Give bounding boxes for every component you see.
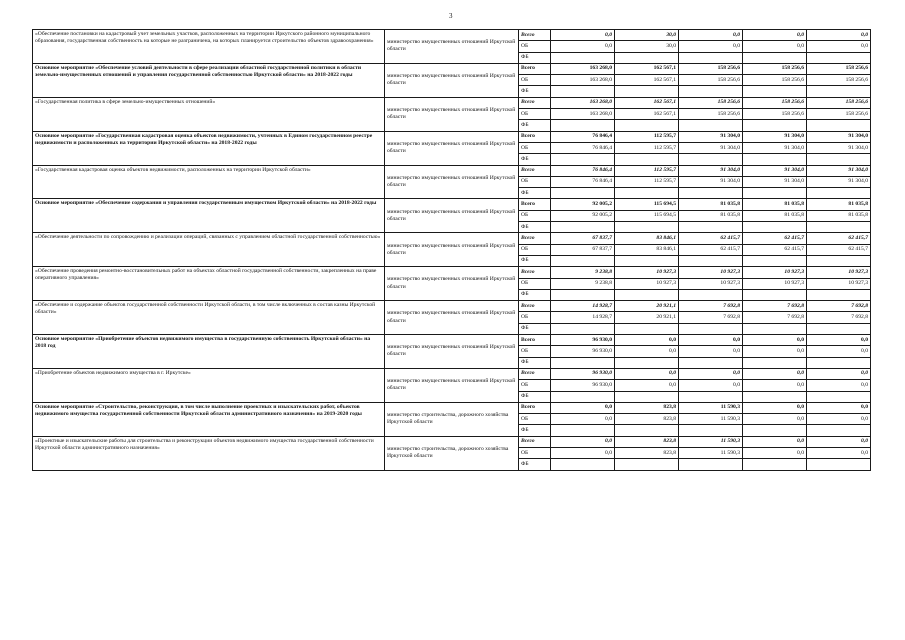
amount-cell [807, 222, 871, 233]
amount-cell: 11 590,3 [679, 414, 743, 425]
responsible-executor-cell: министерство имущественных отношений Иркутской области [385, 165, 519, 199]
amount-cell: 0,0 [679, 30, 743, 41]
amount-cell [679, 391, 743, 402]
amount-cell: 163 268,0 [551, 63, 615, 74]
funding-source-cell: ОБ [519, 210, 551, 221]
funding-source-cell: ФБ [519, 357, 551, 368]
funding-source-cell: Всего [519, 436, 551, 447]
amount-cell: 0,0 [743, 368, 807, 379]
amount-cell: 823,8 [615, 436, 679, 447]
amount-cell: 0,0 [807, 447, 871, 458]
amount-cell: 158 256,6 [679, 109, 743, 120]
table-row [33, 301, 871, 312]
amount-cell: 112 595,7 [615, 142, 679, 153]
funding-source-cell: ОБ [519, 380, 551, 391]
amount-cell [615, 188, 679, 199]
amount-cell: 9 238,8 [551, 278, 615, 289]
amount-cell: 0,0 [551, 436, 615, 447]
amount-cell: 158 256,6 [743, 97, 807, 108]
funding-source-cell: Всего [519, 368, 551, 379]
amount-cell [551, 289, 615, 300]
funding-source-cell: ФБ [519, 289, 551, 300]
amount-cell: 9 238,8 [551, 267, 615, 278]
amount-cell [615, 425, 679, 436]
amount-cell: 96 930,0 [551, 346, 615, 357]
amount-cell [551, 357, 615, 368]
activity-name-cell: «Обеспечение и содержание объектов государственной собственности Иркутской области, в том числе включенных в состав казны Иркутской области» [33, 301, 385, 335]
amount-cell: 163 268,0 [551, 97, 615, 108]
amount-cell: 0,0 [807, 335, 871, 346]
amount-cell [679, 222, 743, 233]
amount-cell: 0,0 [807, 380, 871, 391]
amount-cell [743, 357, 807, 368]
responsible-executor-cell: министерство имущественных отношений Иркутской области [385, 233, 519, 267]
responsible-executor-cell: министерство имущественных отношений Иркутской области [385, 63, 519, 97]
amount-cell [743, 459, 807, 470]
table-row [33, 233, 871, 244]
amount-cell [807, 188, 871, 199]
amount-cell: 0,0 [615, 380, 679, 391]
amount-cell: 91 304,0 [743, 165, 807, 176]
amount-cell: 10 927,3 [743, 278, 807, 289]
amount-cell: 91 304,0 [679, 131, 743, 142]
funding-source-cell: Всего [519, 301, 551, 312]
amount-cell: 91 304,0 [679, 142, 743, 153]
funding-source-cell: Всего [519, 63, 551, 74]
table-row [33, 402, 871, 413]
funding-source-cell: ФБ [519, 425, 551, 436]
amount-cell: 7 692,8 [743, 312, 807, 323]
activity-name-cell: «Государственная политика в сфере земельно-имущественных отношений» [33, 97, 385, 131]
amount-cell [551, 52, 615, 63]
amount-cell: 83 846,1 [615, 244, 679, 255]
amount-cell: 91 304,0 [807, 165, 871, 176]
funding-source-cell: ОБ [519, 447, 551, 458]
amount-cell [743, 289, 807, 300]
amount-cell: 0,0 [551, 41, 615, 52]
amount-cell: 0,0 [743, 335, 807, 346]
activity-name-cell: Основное мероприятие «Приобретение объектов недвижимого имущества в государственную собственность Иркутской области» на 2018 год [33, 335, 385, 369]
amount-cell: 62 415,7 [743, 233, 807, 244]
amount-cell [679, 154, 743, 165]
funding-source-cell: ОБ [519, 75, 551, 86]
funding-source-cell: ФБ [519, 222, 551, 233]
funding-source-cell: ОБ [519, 176, 551, 187]
amount-cell [615, 154, 679, 165]
amount-cell: 30,0 [615, 41, 679, 52]
amount-cell [743, 255, 807, 266]
amount-cell: 115 694,5 [615, 210, 679, 221]
amount-cell: 0,0 [615, 346, 679, 357]
funding-source-cell: Всего [519, 233, 551, 244]
amount-cell: 10 927,3 [807, 267, 871, 278]
activity-name-cell: Основное мероприятие «Обеспечение условий деятельности в сфере реализации областной государственной политики в области земельно-имущественных отношений и управления государственной собственностью Иркутской области» на 2018-2022 годы [33, 63, 385, 97]
amount-cell [615, 289, 679, 300]
amount-cell: 81 035,8 [807, 199, 871, 210]
amount-cell: 0,0 [743, 41, 807, 52]
amount-cell: 158 256,6 [679, 75, 743, 86]
amount-cell: 81 035,8 [743, 210, 807, 221]
amount-cell: 10 927,3 [679, 267, 743, 278]
amount-cell [807, 459, 871, 470]
amount-cell [551, 255, 615, 266]
amount-cell [807, 289, 871, 300]
amount-cell: 10 927,3 [679, 278, 743, 289]
amount-cell: 0,0 [807, 414, 871, 425]
responsible-executor-cell: министерство имущественных отношений Иркутской области [385, 131, 519, 165]
responsible-executor-cell: министерство строительства, дорожного хозяйства Иркутской области [385, 436, 519, 470]
activity-name-cell: «Проектные и изыскательские работы для строительства и реконструкции объектов недвижимого имущества государственной собственности Иркутской области административного назначения» [33, 436, 385, 470]
amount-cell: 158 256,6 [743, 63, 807, 74]
amount-cell [807, 391, 871, 402]
amount-cell: 158 256,6 [807, 97, 871, 108]
amount-cell: 162 567,1 [615, 109, 679, 120]
funding-source-cell: Всего [519, 30, 551, 41]
amount-cell: 0,0 [807, 436, 871, 447]
amount-cell: 7 692,8 [679, 301, 743, 312]
activity-name-cell: «Приобретение объектов недвижимого имущества в г. Иркутске» [33, 368, 385, 402]
funding-source-cell: ОБ [519, 312, 551, 323]
table-row [33, 63, 871, 74]
funding-source-cell: ОБ [519, 142, 551, 153]
amount-cell: 0,0 [743, 414, 807, 425]
amount-cell [807, 357, 871, 368]
amount-cell [679, 289, 743, 300]
amount-cell: 163 268,0 [551, 75, 615, 86]
amount-cell [807, 425, 871, 436]
amount-cell [743, 120, 807, 131]
amount-cell: 158 256,6 [807, 63, 871, 74]
amount-cell [551, 222, 615, 233]
amount-cell: 81 035,8 [679, 210, 743, 221]
funding-source-cell: ФБ [519, 391, 551, 402]
funding-source-cell: ФБ [519, 154, 551, 165]
amount-cell: 158 256,6 [679, 97, 743, 108]
responsible-executor-cell: министерство строительства, дорожного хозяйства Иркутской области [385, 402, 519, 436]
amount-cell [679, 255, 743, 266]
activity-name-cell: «Государственная кадастровая оценка объектов недвижимости, расположенных на территории Иркутской области» [33, 165, 385, 199]
amount-cell [551, 459, 615, 470]
funding-source-cell: Всего [519, 335, 551, 346]
amount-cell [743, 188, 807, 199]
activity-name-cell: Основное мероприятие «Строительство, реконструкция, в том числе выполнение проектных и изыскательских работ, объектов недвижимого имущества государственной собственности Иркутской области административного назначения» на 2019-2020 годы [33, 402, 385, 436]
amount-cell [615, 459, 679, 470]
amount-cell: 7 692,8 [743, 301, 807, 312]
amount-cell: 0,0 [615, 368, 679, 379]
amount-cell [615, 222, 679, 233]
amount-cell [743, 86, 807, 97]
amount-cell: 91 304,0 [743, 142, 807, 153]
amount-cell [679, 52, 743, 63]
amount-cell [551, 391, 615, 402]
amount-cell: 96 930,0 [551, 368, 615, 379]
amount-cell: 0,0 [743, 30, 807, 41]
funding-source-cell: ОБ [519, 109, 551, 120]
activity-name-cell: Основное мероприятие «Государственная кадастровая оценка объектов недвижимости, учтенных в Едином государственном реестре недвижимости и расположенных на территории Иркутской области» на 2018-2022 годы [33, 131, 385, 165]
amount-cell: 91 304,0 [743, 176, 807, 187]
funding-source-cell: ОБ [519, 41, 551, 52]
amount-cell: 0,0 [743, 402, 807, 413]
amount-cell: 62 415,7 [743, 244, 807, 255]
funding-source-cell: ОБ [519, 414, 551, 425]
amount-cell: 76 846,4 [551, 131, 615, 142]
amount-cell: 823,8 [615, 447, 679, 458]
amount-cell [743, 222, 807, 233]
amount-cell: 0,0 [807, 30, 871, 41]
table-row [33, 335, 871, 346]
amount-cell [807, 120, 871, 131]
amount-cell: 158 256,6 [807, 75, 871, 86]
amount-cell: 0,0 [807, 41, 871, 52]
amount-cell [615, 391, 679, 402]
amount-cell: 62 415,7 [807, 244, 871, 255]
amount-cell: 0,0 [743, 380, 807, 391]
amount-cell: 10 927,3 [615, 278, 679, 289]
amount-cell: 162 567,1 [615, 63, 679, 74]
amount-cell: 76 846,4 [551, 176, 615, 187]
amount-cell: 0,0 [551, 414, 615, 425]
amount-cell: 0,0 [679, 368, 743, 379]
table-row [33, 436, 871, 447]
responsible-executor-cell: министерство имущественных отношений Иркутской области [385, 301, 519, 335]
table-row [33, 131, 871, 142]
amount-cell: 0,0 [679, 380, 743, 391]
funding-source-cell: Всего [519, 165, 551, 176]
amount-cell: 20 921,1 [615, 301, 679, 312]
funding-source-cell: Всего [519, 131, 551, 142]
amount-cell: 162 567,1 [615, 75, 679, 86]
amount-cell: 83 846,1 [615, 233, 679, 244]
amount-cell: 0,0 [551, 402, 615, 413]
amount-cell: 158 256,6 [743, 109, 807, 120]
amount-cell: 91 304,0 [807, 176, 871, 187]
amount-cell [615, 323, 679, 334]
responsible-executor-cell: министерство имущественных отношений Иркутской области [385, 97, 519, 131]
funding-source-cell: ФБ [519, 459, 551, 470]
amount-cell: 62 415,7 [679, 244, 743, 255]
amount-cell: 112 595,7 [615, 176, 679, 187]
amount-cell: 96 930,0 [551, 335, 615, 346]
amount-cell: 0,0 [551, 30, 615, 41]
amount-cell [807, 86, 871, 97]
amount-cell [743, 391, 807, 402]
amount-cell [679, 120, 743, 131]
amount-cell [679, 459, 743, 470]
amount-cell: 10 927,3 [743, 267, 807, 278]
amount-cell: 0,0 [807, 402, 871, 413]
amount-cell: 0,0 [615, 335, 679, 346]
amount-cell: 7 692,8 [679, 312, 743, 323]
amount-cell: 92 005,2 [551, 199, 615, 210]
table-row [33, 199, 871, 210]
funding-source-cell: Всего [519, 267, 551, 278]
amount-cell: 0,0 [743, 447, 807, 458]
amount-cell [551, 425, 615, 436]
amount-cell [743, 425, 807, 436]
amount-cell [551, 86, 615, 97]
amount-cell: 62 415,7 [679, 233, 743, 244]
amount-cell [807, 323, 871, 334]
amount-cell: 92 005,2 [551, 210, 615, 221]
activity-name-cell: Основное мероприятие «Обеспечение содержания и управления государственным имуществом Иркутской области» на 2018-2022 годы [33, 199, 385, 233]
funding-source-cell: Всего [519, 402, 551, 413]
amount-cell [615, 120, 679, 131]
amount-cell: 162 567,1 [615, 97, 679, 108]
activity-name-cell: «Обеспечение постановки на кадастровый учет земельных участков, расположенных на территории Иркутского районного муниципального образования, государственная собственность на которые не разграничена, на которых планируется строительство объектов здравоохранения» [33, 30, 385, 64]
amount-cell: 11 590,3 [679, 436, 743, 447]
amount-cell: 0,0 [551, 447, 615, 458]
responsible-executor-cell: министерство имущественных отношений Иркутской области [385, 335, 519, 369]
amount-cell [551, 188, 615, 199]
amount-cell [743, 154, 807, 165]
amount-cell: 0,0 [807, 346, 871, 357]
funding-source-cell: ФБ [519, 255, 551, 266]
amount-cell: 76 846,4 [551, 142, 615, 153]
table-row [33, 97, 871, 108]
amount-cell: 11 590,3 [679, 402, 743, 413]
amount-cell [551, 120, 615, 131]
table-row [33, 165, 871, 176]
amount-cell: 20 921,1 [615, 312, 679, 323]
amount-cell: 91 304,0 [807, 131, 871, 142]
amount-cell: 0,0 [743, 346, 807, 357]
amount-cell [615, 52, 679, 63]
amount-cell: 62 415,7 [807, 233, 871, 244]
funding-source-cell: ОБ [519, 278, 551, 289]
funding-source-cell: ОБ [519, 244, 551, 255]
amount-cell [615, 86, 679, 97]
amount-cell: 30,0 [615, 30, 679, 41]
amount-cell [551, 323, 615, 334]
table-row [33, 30, 871, 41]
amount-cell: 10 927,3 [615, 267, 679, 278]
amount-cell [551, 154, 615, 165]
amount-cell [807, 255, 871, 266]
amount-cell: 91 304,0 [679, 176, 743, 187]
amount-cell: 112 595,7 [615, 165, 679, 176]
amount-cell: 112 595,7 [615, 131, 679, 142]
amount-cell: 158 256,6 [743, 75, 807, 86]
funding-source-cell: ФБ [519, 188, 551, 199]
amount-cell: 0,0 [679, 41, 743, 52]
amount-cell [743, 323, 807, 334]
responsible-executor-cell: министерство имущественных отношений Иркутской области [385, 267, 519, 301]
amount-cell: 14 928,7 [551, 301, 615, 312]
amount-cell: 0,0 [679, 335, 743, 346]
amount-cell: 81 035,8 [807, 210, 871, 221]
amount-cell: 91 304,0 [743, 131, 807, 142]
amount-cell: 163 268,0 [551, 109, 615, 120]
responsible-executor-cell: министерство имущественных отношений Иркутской области [385, 199, 519, 233]
amount-cell: 7 692,8 [807, 312, 871, 323]
amount-cell: 91 304,0 [679, 165, 743, 176]
amount-cell [679, 188, 743, 199]
amount-cell: 67 837,7 [551, 233, 615, 244]
funding-source-cell: ФБ [519, 120, 551, 131]
activity-name-cell: «Обеспечение деятельности по сопровождению и реализации операций, связанных с управлением областной государственной собственностью» [33, 233, 385, 267]
amount-cell: 0,0 [807, 368, 871, 379]
amount-cell: 11 590,3 [679, 447, 743, 458]
amount-cell [807, 154, 871, 165]
funding-source-cell: ФБ [519, 86, 551, 97]
funding-source-cell: ФБ [519, 52, 551, 63]
amount-cell [679, 323, 743, 334]
funding-source-cell: Всего [519, 97, 551, 108]
activity-name-cell: «Обеспечение проведения ремонтно-восстановительных работ на объектах областной государственной собственности, закрепленных на праве оперативного управления» [33, 267, 385, 301]
amount-cell: 823,8 [615, 402, 679, 413]
amount-cell [743, 52, 807, 63]
amount-cell: 0,0 [743, 436, 807, 447]
funding-table [32, 29, 871, 471]
amount-cell [679, 425, 743, 436]
amount-cell: 14 928,7 [551, 312, 615, 323]
amount-cell: 115 694,5 [615, 199, 679, 210]
amount-cell: 91 304,0 [807, 142, 871, 153]
amount-cell: 81 035,8 [679, 199, 743, 210]
table-row [33, 267, 871, 278]
table-row [33, 368, 871, 379]
amount-cell: 158 256,6 [679, 63, 743, 74]
amount-cell [615, 357, 679, 368]
responsible-executor-cell: министерство имущественных отношений Иркутской области [385, 30, 519, 64]
funding-source-cell: Всего [519, 199, 551, 210]
amount-cell: 67 837,7 [551, 244, 615, 255]
amount-cell: 7 692,8 [807, 301, 871, 312]
amount-cell [679, 357, 743, 368]
amount-cell: 823,8 [615, 414, 679, 425]
amount-cell: 10 927,3 [807, 278, 871, 289]
amount-cell: 76 846,4 [551, 165, 615, 176]
amount-cell [615, 255, 679, 266]
amount-cell: 158 256,6 [807, 109, 871, 120]
amount-cell [807, 52, 871, 63]
responsible-executor-cell: министерство имущественных отношений Иркутской области [385, 368, 519, 402]
amount-cell: 0,0 [679, 346, 743, 357]
amount-cell: 81 035,8 [743, 199, 807, 210]
funding-source-cell: ФБ [519, 323, 551, 334]
funding-source-cell: ОБ [519, 346, 551, 357]
amount-cell: 96 930,0 [551, 380, 615, 391]
amount-cell [679, 86, 743, 97]
page-number: 3 [449, 12, 453, 20]
